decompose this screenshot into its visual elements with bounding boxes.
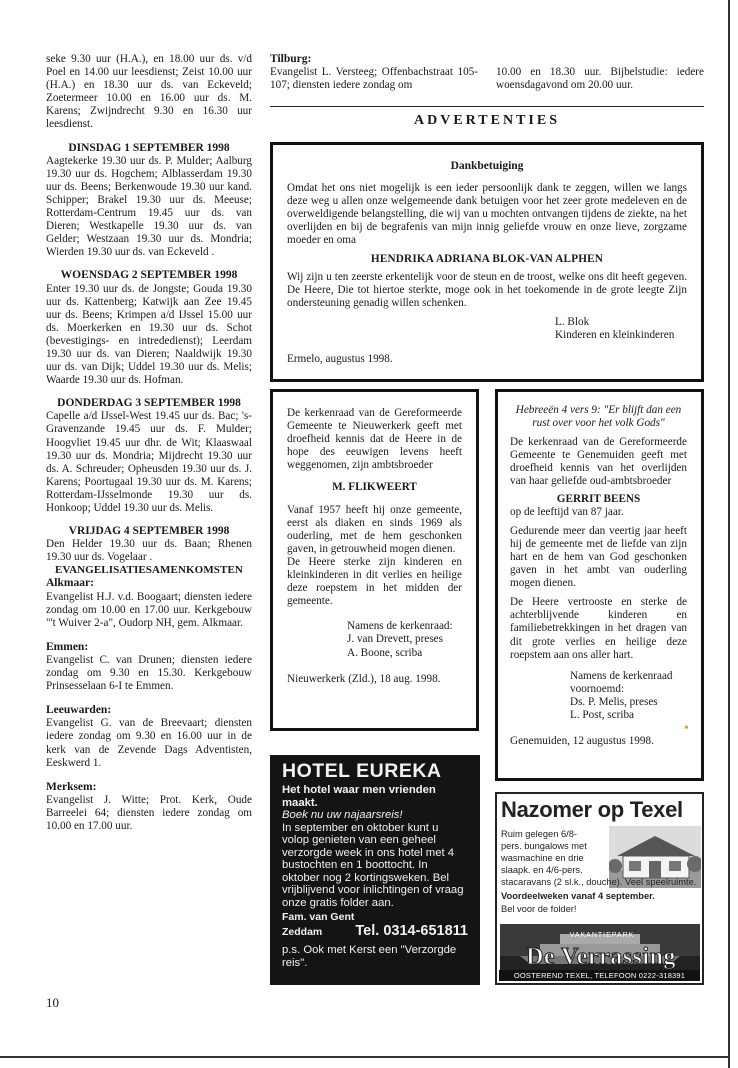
signature-line: J. van Drevett, preses: [347, 633, 443, 646]
place-block-leeuwarden: [46, 704, 252, 769]
day-block-wednesday: [46, 269, 252, 387]
notice-place-date: Genemuiden, 12 augustus 1998.: [510, 735, 654, 748]
hotel-postscript: p.s. Ook met Kerst een "Verzorgde reis".: [282, 944, 457, 969]
flikweert-notice: [270, 389, 479, 731]
section-divider: [270, 106, 704, 107]
hotel-description: In september en oktober kunt u volop genieten van een geheel verzorgde week in ons hotel met 4 bustochten en 1 boottocht. In oktober nog 2 kortingsweken. Bel vrijblijvend voor inlichtingen of vraag onze gratis folder aan.: [282, 821, 464, 909]
bible-verse: Hebreeën 4 vers 9: "Er blijft dan een rust over voor het volk Gods": [515, 404, 682, 430]
ad-signature: [555, 316, 687, 342]
beens-notice: [495, 389, 704, 781]
day-services: Enter 19.30 uur ds. de Jongste; Gouda 19.30 uur ds. Kattenberg; Katwijk aan Zee 19.45 uur ds. Beens; Krimpen a/d IJssel 15.00 uur ds. Moerkerken en 19.30 uur ds. Schot (bevestigings- en intrededienst); Leerdam 19.30 uur ds. van Dieren; Naaldwijk 19.30 uur ds. van Dijk; Uddel 19.30 uur ds. Melis; Waarde 19.30 uur ds. Hofman.: [46, 282, 252, 387]
texel-text-line: Bel voor de folder!: [501, 904, 577, 914]
hotel-place: Zeddam: [282, 926, 323, 938]
notice-signature: [347, 620, 462, 659]
hotel-name: HOTEL EUREKA: [282, 760, 442, 782]
day-services: Capelle a/d IJssel-West 19.45 uur ds. Bac; 's-Gravenzande 19.45 uur ds. F. Mulder; Hoogvliet 19.45 uur dhr. de Wit; Klaaswaal 19.30 uur ds. Mondria; Mijdrecht 19.30 uur ds. A. Schreuder; Opheusden 19.30 uur ds. J. Karens; Poortugaal 19.30 uur ds. M. Karens; Rotterdam-IJsselmonde 19.30 uur ds. Honkoop; Uddel 19.30 uur ds. Melis.: [46, 410, 252, 514]
hotel-owner: Fam. van Gent: [282, 911, 355, 923]
notice-signature: [570, 670, 687, 722]
day-heading: VRIJDAG 4 SEPTEMBER 1998: [68, 525, 230, 538]
page-border-bottom: [0, 1056, 730, 1058]
signature-line: L. Blok: [555, 315, 590, 328]
hotel-contact-row: [282, 923, 468, 939]
signature-line: Namens de kerkenraad:: [347, 620, 453, 633]
texel-text-line: pers. bungalows met: [501, 841, 587, 851]
place-block-merksem: [46, 781, 252, 833]
ad-body-2: Wij zijn u ten zeerste erkentelijk voor de steun en de troost, welke ons dit heeft gegeven. De Heere, Die tot hiertoe sterkte, moge ook in het toekomende in de grote leegte Zijn ondersteuning genadig willen schenken.: [287, 270, 687, 309]
place-block-alkmaar: [46, 577, 252, 629]
place-heading: Emmen:: [46, 640, 89, 653]
notice-body: De kerkenraad van de Gereformeerde Gemeente te Genemuiden geeft met droefheid kennis van het overlijden van haar geliefde oud-ambtsbroeder: [510, 436, 687, 488]
signature-line: Ds. P. Melis, preses: [570, 695, 658, 708]
signature-line: L. Post, scriba: [570, 708, 635, 721]
ad-body: Omdat het ons niet mogelijk is een ieder persoonlijk dank te zeggen, willen we langs deze weg u allen onze welgemeende dank betuigen voor het zeer grote medeleven en de overweldigende belangstelling, die wij van u mochten ontvangen tijdens de ziekte, na het overlijden en bij de begrafenis van mijn innig geliefde vrouw en onze lieve, zorgzame moeder en oma: [287, 182, 687, 247]
texel-text-line: wasmachine en drie: [501, 853, 584, 863]
place-text: Evangelist H.J. v.d. Boogaart; diensten iedere zondag om 10.00 en 17.00 uur. Kerkgebouw "'t Wuiver 2-a", Oudorp NH, gem. Alkmaar.: [46, 590, 252, 629]
place-block-tilburg: [270, 53, 704, 92]
texel-footer: OOSTEREND TEXEL, TELEFOON 0222-318391: [499, 970, 700, 981]
place-heading: Alkmaar:: [46, 577, 94, 590]
notice-place-date: Nieuwerkerk (Zld.), 18 aug. 1998.: [287, 672, 441, 685]
place-text-right: 10.00 en 18.30 uur. Bijbelstudie: iedere woensdagavond om 20.00 uur.: [496, 66, 704, 92]
texel-brand: De Verrassing: [526, 944, 676, 970]
hotel-eureka-ad: [270, 755, 480, 985]
dankbetuiging-ad: [270, 142, 704, 382]
services-intro-text: seke 9.30 uur (H.A.), en 18.00 uur ds. v/d Poel en 14.00 uur leesdienst; Zeist 10.00 uur (H.A.) en 18.30 uur ds. van Eckeveld; Zoetermeer 10.00 en 16.00 uur ds. M. Karens; Zwijndrecht 9.30 en 16.30 uur leesdienst.: [46, 53, 252, 131]
place-text: Evangelist J. Witte; Prot. Kerk, Oude Barreelei 64; diensten iedere zondag om 10.00 en 17.00 uur.: [46, 793, 252, 832]
ad-title: Dankbetuiging: [450, 160, 524, 172]
advertenties-heading: ADVERTENTIES: [414, 113, 560, 128]
texel-title: Nazomer op Texel: [501, 797, 683, 822]
day-block-friday: [46, 525, 252, 564]
notice-body-2: Gedurende meer dan veertig jaar heeft hij de gemeente met de liefde van zijn hart en de hem van God geschonken gaven in het ambt van ouderling mogen dienen.: [510, 524, 687, 590]
place-heading: Merksem:: [46, 780, 97, 793]
hotel-phone: Tel. 0314-651811: [355, 923, 468, 939]
texel-text-line: stacaravans (2 sl.k., douche). Veel speelruimte.: [501, 877, 697, 887]
page-number: 10: [46, 995, 59, 1010]
notice-body: De kerkenraad van de Gereformeerde Gemeente te Nieuwerkerk geeft met droefheid kennis dat de Heere in de hope des eeuwigen levens heeft weggenomen, zijn ambtsbroeder: [287, 407, 462, 472]
notice-body-3: De Heere sterke zijn kinderen en kleinkinderen in dit verlies en heilige deze roepstem in het midden der gemeente.: [287, 555, 462, 608]
texel-text-line: slaapk. en 4/6-pers.: [501, 865, 583, 875]
place-block-emmen: [46, 641, 252, 693]
bullet-dot-icon: •: [684, 721, 689, 736]
signature-line: voornoemd:: [570, 682, 625, 695]
deceased-name: GERRIT BEENS: [556, 492, 641, 505]
signature-line: Kinderen en kleinkinderen: [555, 329, 675, 342]
texel-brand-small: VAKANTIEPARK: [569, 932, 635, 939]
place-text: Evangelist G. van de Breevaart; diensten iedere zondag om 9.30 en 16.00 uur in de kerk van de Zevende Dags Adventisten, Eeskwerd 1.: [46, 717, 252, 769]
texel-text-line: Voordeelweken vanaf 4 september.: [501, 891, 655, 901]
hotel-subtitle: Het hotel waar men vrienden maakt.: [282, 784, 436, 809]
signature-line: Namens de kerkenraad: [570, 669, 673, 682]
deceased-name: M. FLIKWEERT: [332, 481, 417, 494]
day-services: Den Helder 19.30 uur ds. Baan; Rhenen 19.30 uur ds. Vogelaar .: [46, 538, 252, 564]
hotel-book-now: Boek nu uw najaarsreis!: [282, 809, 403, 821]
day-heading: DONDERDAG 3 SEPTEMBER 1998: [57, 397, 241, 410]
notice-body-3: De Heere vertrooste en sterke de achterblijvende kinderen en familiebetrekkingen in het dragen van dit grote verlies en heilige deze roepstem aan ons aller hart.: [510, 596, 687, 661]
place-heading: Tilburg:: [270, 53, 312, 65]
day-block-thursday: [46, 397, 252, 515]
texel-text-line: Ruim gelegen 6/8-: [501, 829, 577, 839]
signature-line: A. Boone, scriba: [347, 646, 423, 659]
deceased-name: HENDRIKA ADRIANA BLOK-VAN ALPHEN: [370, 252, 604, 265]
evangelisatie-heading: EVANGELISATIESAMENKOMSTEN: [55, 564, 243, 577]
day-services: Aagtekerke 19.30 uur ds. P. Mulder; Aalburg 19.30 uur ds. Hogchem; Alblasserdam 19.30 uur ds. Beens; Berkenwoude 19.30 uur kand. Schipper; Brakel 19.30 uur ds. Meeuse; Rotterdam-Centrum 19.45 uur ds. van Dieren; Westkapelle 19.30 uur ds. van Gelder; Westzaan 19.30 uur ds. Mondria; Wierden 19.30 uur ds. van Eckeveld .: [46, 154, 252, 259]
church-services-column: [46, 53, 252, 833]
notice-body-2: Vanaf 1957 heeft hij onze gemeente, eerst als diaken en sinds 1969 als ouderling, met de hem geschonken gaven, in getrouwheid mogen dienen.: [287, 503, 462, 555]
day-heading: DINSDAG 1 SEPTEMBER 1998: [68, 141, 230, 154]
ad-place-date: Ermelo, augustus 1998.: [287, 353, 393, 366]
deceased-age: op de leeftijd van 87 jaar.: [510, 505, 624, 518]
texel-ad: [495, 792, 704, 985]
place-text-left: Evangelist L. Versteeg; Offenbachstraat 105-107; diensten iedere zondag om: [270, 66, 478, 92]
day-block-tuesday: [46, 142, 252, 260]
page-border-right: [728, 0, 730, 1068]
place-heading: Leeuwarden:: [46, 704, 112, 717]
place-text: Evangelist C. van Drunen; diensten iedere zondag om 9.30 en 15.30. Kerkgebouw Prinsesselaan 6-I te Emmen.: [46, 653, 252, 693]
day-heading: WOENSDAG 2 SEPTEMBER 1998: [60, 269, 238, 282]
